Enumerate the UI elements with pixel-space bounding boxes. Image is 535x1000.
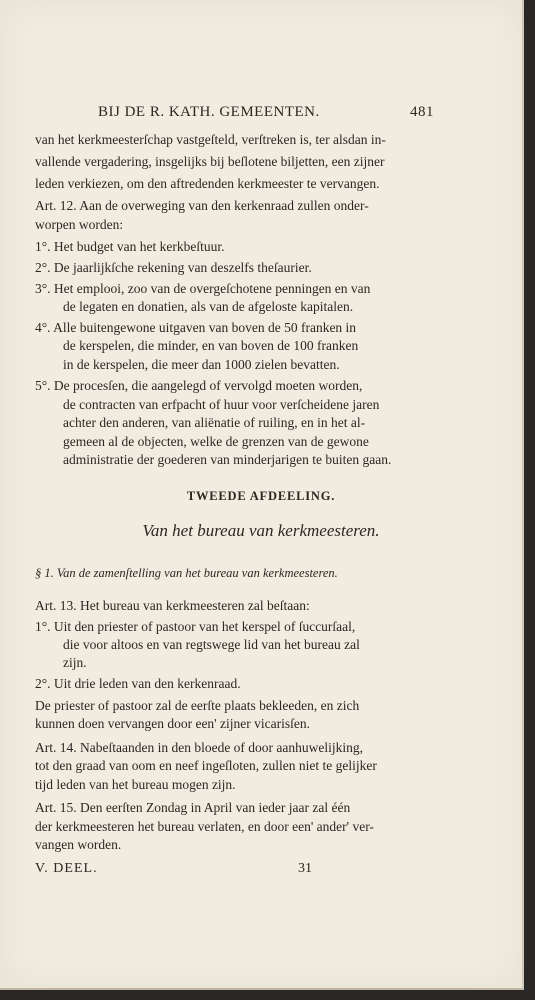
text-line: Art. 13. Het bureau van kerkmeesteren zal beſtaan: — [35, 598, 310, 613]
text-line: tijd leden van het bureau mogen zijn. — [35, 777, 236, 792]
text-line: Art. 15. Den eerſten Zondag in April van ieder jaar zal één — [35, 800, 351, 815]
list-item: 5°. De procesſen, die aangelegd of vervolgd moeten worden, — [35, 378, 363, 393]
section-subtitle: Van het bureau van kerkmeesteren. — [142, 521, 380, 540]
list-item: 3°. Het emplooi, zoo van de overgeſchotene penningen en van — [35, 281, 371, 296]
section-heading: TWEEDE AFDEELING. — [186, 489, 336, 503]
text-line: zijn. — [63, 655, 87, 670]
text-line: der kerkmeesteren het bureau verlaten, en door een' ander' ver- — [35, 819, 374, 834]
page-number: 481 — [410, 104, 434, 120]
text-line: gemeen al de objecten, welke de grenzen van de gewone — [63, 434, 369, 449]
text-line: die voor altoos en van regtswege lid van het bureau zal — [63, 637, 360, 652]
text-line: de contracten van erfpacht of huur voor verſcheidene jaren — [63, 397, 380, 412]
paragraph-heading: § 1. Van de zamenſtelling van het bureau van kerkmeesteren. — [35, 566, 338, 580]
list-item: 2°. De jaarlijkſche rekening van deszelfs theſaurier. — [35, 260, 312, 275]
text-line: worpen worden: — [35, 217, 124, 232]
text-line: leden verkiezen, om den aftredenden kerkmeester te vervangen. — [35, 176, 380, 191]
text-line: de kerspelen, die minder, en van boven de 100 franken — [63, 338, 359, 353]
text-line: De priester of pastoor zal de eerſte plaats bekleeden, en zich — [35, 698, 360, 713]
text-line: administratie der goederen van minderjarigen te buiten gaan. — [63, 452, 392, 467]
list-item: 1°. Het budget van het kerkbeſtuur. — [35, 239, 225, 254]
list-item: 2°. Uit drie leden van den kerkenraad. — [35, 676, 241, 691]
running-title: BIJ DE R. KATH. GEMEENTEN. — [98, 104, 320, 120]
text-line: achter den anderen, van aliënatie of ruiling, en in het al- — [63, 415, 366, 430]
text-line: tot den graad van oom en neef ingeſloten, zullen niet te gelijker — [35, 758, 377, 773]
text-line: kunnen doen vervangen door een' zijner vicarisſen. — [35, 716, 310, 731]
text-line: de legaten en donatien, als van de afgeloste kapitalen. — [63, 299, 354, 314]
list-item: 4°. Alle buitengewone uitgaven van boven de 50 franken in — [35, 320, 357, 335]
text-line: vangen worden. — [35, 837, 122, 852]
text-line: in de kerspelen, die meer dan 1000 zielen bevatten. — [63, 357, 340, 372]
sheet-number: 31 — [298, 861, 312, 876]
signature-mark: V. DEEL. — [35, 861, 98, 876]
text-line: van het kerkmeesterſchap vastgeſteld, verſtreken is, ter alsdan in- — [35, 132, 386, 147]
text-line: vallende vergadering, insgelijks bij beſlotene biljetten, een zijner — [35, 154, 385, 169]
text-line: Art. 12. Aan de overweging van den kerkenraad zullen onder- — [35, 198, 369, 213]
list-item: 1°. Uit den priester of pastoor van het kerspel of ſuccurſaal, — [35, 619, 356, 634]
text-line: Art. 14. Nabeſtaanden in den bloede of door aanhuwelijking, — [35, 740, 364, 755]
